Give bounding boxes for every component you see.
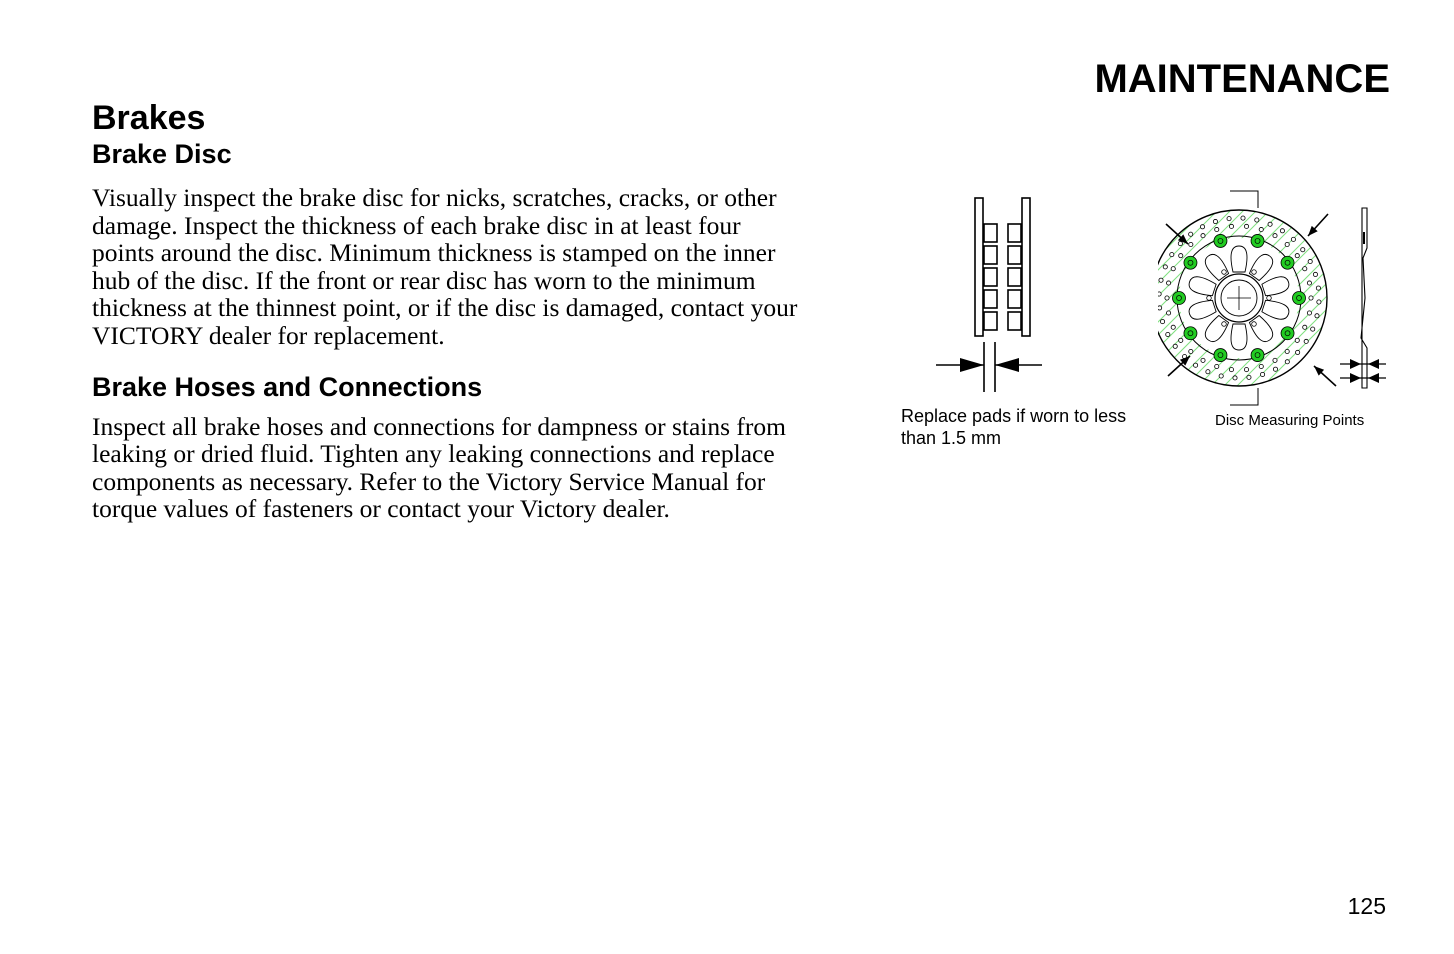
brake-disc-illustration xyxy=(1158,188,1390,410)
main-content xyxy=(92,98,802,523)
pads-caption: Replace pads if worn to less than 1.5 mm xyxy=(901,406,1127,448)
section-header: MAINTENANCE xyxy=(1094,57,1390,101)
page-title: Brakes xyxy=(92,99,206,137)
page-number: 125 xyxy=(1347,893,1386,919)
brake-hoses-heading: Brake Hoses and Connections xyxy=(92,371,483,402)
brake-pad-wear-illustration xyxy=(930,190,1050,400)
brake-hoses-paragraph: Inspect all brake hoses and connections for dampness or stains from leaking or dried fluid. Tighten any leaking connections and replace components as necessary. Refer to the Victory Service Manual for torque values of fasteners or contact your Victory dealer. xyxy=(92,411,786,524)
disc-caption: Disc Measuring Points xyxy=(1215,412,1365,429)
brake-disc-paragraph: Visually inspect the brake disc for nicks, scratches, cracks, or other damage. Inspect the thickness of each brake disc in at least four points around the disc. Minimum thickness is stamped on the inner hub of the disc. If the front or rear disc has worn to the minimum thickness at the thinnest point, or if the disc is damaged, contact your VICTORY dealer for replacement. xyxy=(92,183,798,350)
brake-disc-heading: Brake Disc xyxy=(92,139,232,169)
